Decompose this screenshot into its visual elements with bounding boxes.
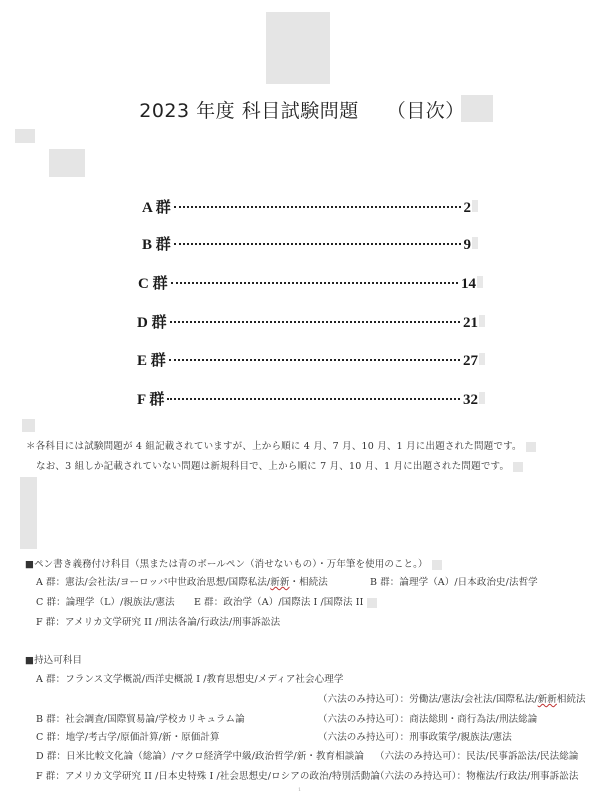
page-number-footer: 1: [298, 787, 302, 793]
note-line-2: [36, 458, 523, 472]
redacted-block-left-tall: [20, 477, 37, 549]
toc-page-number: 21: [463, 315, 478, 331]
carry-group-b: [36, 711, 245, 725]
paragraph-mark-icon: [479, 392, 485, 404]
pen-group-c: [36, 594, 175, 608]
carry-f-text: F 群：アメリカ文学研究 II /日本史特殊 I /社会思想史/ロシアの政治/特別活動論: [36, 771, 380, 782]
carry-a-text: A 群：フランス文学概説/西洋史概説 I /教育思想史/メディア社会心理学: [36, 674, 344, 685]
paragraph-mark-icon: [513, 462, 523, 472]
toc-page-number: 32: [463, 392, 478, 408]
pen-a-suffix: ・相続法: [289, 577, 328, 588]
note-text-1: ＊各科目には試験問題が 4 組記載されていますが、上から順に 4 月、7 月、10 月、1 月に出題された問題です。: [26, 441, 522, 452]
carry-group-d-roppou: [375, 748, 578, 762]
toc-entry-d[interactable]: [137, 311, 485, 333]
toc-entry-a[interactable]: [142, 196, 478, 218]
toc-leader-dots: [167, 398, 460, 400]
toc-label: F 群: [137, 392, 165, 408]
paragraph-mark-icon: [472, 237, 478, 249]
pen-group-f: [36, 614, 280, 628]
toc-entry-b[interactable]: [142, 233, 478, 255]
pen-c-text: C 群：論理学（L）/親族法/憲法: [36, 597, 175, 608]
toc-page-number: 2: [463, 200, 471, 216]
carry-group-d: [36, 748, 364, 762]
pen-section-heading: [25, 556, 442, 570]
carry-f-roppou-text: （六法のみ持込可）：物権法/行政法/刑事訴訟法: [375, 771, 579, 782]
redacted-block-top: [266, 12, 330, 84]
carry-a-roppou-prefix: （六法のみ持込可）：労働法/憲法/会社法/国際私法/: [318, 694, 538, 705]
toc-leader-dots: [170, 321, 460, 323]
carry-a-roppou-suffix: 相続法: [556, 694, 586, 705]
carry-b-text: B 群：社会調査/国際貿易論/学校カリキュラム論: [36, 714, 245, 725]
toc-entry-f[interactable]: [137, 388, 485, 410]
paragraph-mark-icon: [367, 598, 377, 608]
paragraph-mark-icon: [432, 560, 442, 570]
carry-b-roppou-text: （六法のみ持込可）：商法総則・商行為法/刑法総論: [318, 714, 538, 725]
paragraph-mark-icon: [526, 442, 536, 452]
spellcheck-underlined-word[interactable]: 新新: [537, 694, 557, 705]
carry-group-a-roppou: [318, 691, 586, 705]
toc-leader-dots: [174, 206, 461, 208]
toc-label: D 群: [137, 315, 167, 331]
carry-group-f-roppou: [375, 768, 578, 782]
toc-page-number: 9: [463, 237, 471, 253]
pen-b-text: B 群：論理学（A）/日本政治史/法哲学: [370, 577, 538, 588]
carry-d-text: D 群：日米比較文化論（総論）/マクロ経済学中級/政治哲学/新・教育相談論: [36, 751, 364, 762]
title-year: 2023 年度: [139, 100, 236, 122]
toc-label: E 群: [137, 353, 166, 369]
toc-page-number: 14: [461, 276, 476, 292]
pen-group-e: [194, 594, 377, 608]
toc-leader-dots: [174, 243, 461, 245]
pen-f-text: F 群：アメリカ文学研究 II /刑法各論/行政法/刑事訴訟法: [36, 617, 281, 628]
carry-section-heading: [25, 652, 82, 666]
carry-group-c-roppou: [318, 729, 512, 743]
paragraph-mark-icon: [479, 315, 485, 327]
carry-c-text: C 群：地学/考古学/原価計算/新・原価計算: [36, 732, 220, 743]
carry-group-c: [36, 729, 220, 743]
toc-leader-dots: [171, 282, 458, 284]
pen-e-text: E 群：政治学（A）/国際法 I /国際法 II: [194, 597, 364, 608]
paragraph-mark-icon: [472, 200, 478, 212]
pen-a-prefix: A 群：憲法/会社法/ヨーロッパ中世政治思想/国際私法/: [36, 577, 271, 588]
toc-entry-e[interactable]: [137, 349, 485, 371]
toc-label: A 群: [142, 200, 171, 216]
title-main: 科目試験問題: [241, 100, 359, 122]
note-text-2: なお、3 組しか記載されていない問題は新規科目で、上から順に 7 月、10 月、1 月に出題された問題です。: [36, 461, 510, 472]
pen-heading-text: ■ペン書き義務付け科目（黒または青のボールペン（消せないもの）・万年筆を使用のこと。）: [25, 559, 428, 570]
paragraph-mark-icon: [479, 353, 485, 365]
note-line-1: [26, 438, 536, 452]
redacted-block-note-top: [22, 419, 35, 432]
carry-heading-text: ■持込可科目: [25, 655, 83, 666]
carry-group-a: [36, 671, 343, 685]
redacted-block-left-medium: [49, 149, 85, 177]
carry-d-roppou-text: （六法のみ持込可）：民法/民事訴訟法/民法総論: [375, 751, 579, 762]
pen-group-a: [36, 574, 328, 588]
page-title: [0, 96, 604, 123]
title-suffix: （目次）: [386, 100, 465, 122]
redacted-block-left-small: [15, 129, 35, 143]
paragraph-mark-icon: [477, 276, 483, 288]
toc-label: C 群: [138, 276, 168, 292]
toc-page-number: 27: [463, 353, 478, 369]
toc-label: B 群: [142, 237, 171, 253]
carry-group-f: [36, 768, 380, 782]
spellcheck-underlined-word[interactable]: 新新: [270, 577, 290, 588]
pen-group-b: [370, 574, 538, 588]
toc-leader-dots: [169, 359, 460, 361]
carry-group-b-roppou: [318, 711, 537, 725]
carry-c-roppou-text: （六法のみ持込可）：刑事政策学/親族法/憲法: [318, 732, 512, 743]
toc-entry-c[interactable]: [138, 272, 483, 294]
